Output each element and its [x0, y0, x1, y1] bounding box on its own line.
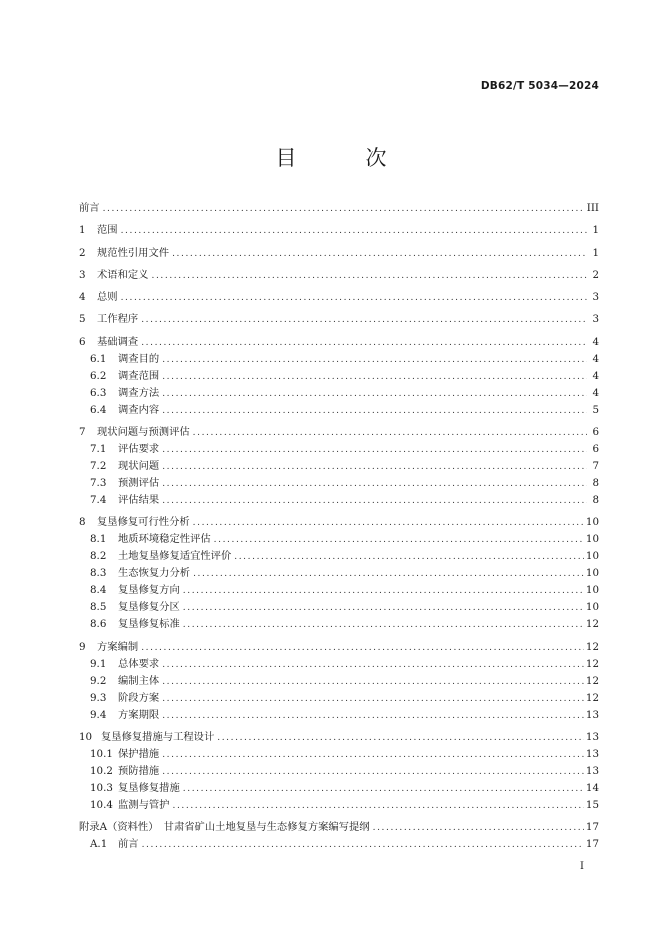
toc-entry-number: 2 [79, 246, 86, 259]
toc-leader-dots [121, 223, 587, 240]
toc-entry-label: 总体要求 [118, 657, 160, 670]
toc-entry-page: 12 [585, 674, 599, 687]
toc-entry-page: 8 [592, 494, 599, 507]
toc-entry[interactable] [79, 222, 599, 239]
toc-entry-label: 调查目的 [118, 352, 160, 365]
toc-entry[interactable] [79, 616, 599, 633]
toc-entry-page: 10 [585, 567, 599, 580]
toc-entry-number: 6.3 [90, 386, 107, 399]
toc-leader-dots [162, 747, 584, 764]
toc-leader-dots [183, 781, 584, 798]
toc-entry-page: 12 [585, 618, 599, 631]
standard-code: DB62/T 5034—2024 [480, 80, 599, 92]
toc-entry-label: 术语和定义 [97, 268, 149, 281]
toc-entry-number: 10 [79, 730, 93, 743]
toc-entry-page: III [586, 202, 599, 214]
toc-leader-dots [234, 549, 584, 566]
toc-entry[interactable] [79, 245, 599, 262]
toc-entry-page: 13 [585, 730, 599, 743]
toc-entry-number: 7.2 [90, 460, 107, 473]
toc-leader-dots [183, 617, 584, 634]
toc-leader-dots [162, 493, 587, 510]
toc-entry-number: 1 [79, 224, 86, 237]
toc-entry-label: 复垦修复分区 [118, 601, 180, 614]
toc-entry-page: 4 [592, 335, 599, 348]
toc-entry[interactable] [79, 311, 599, 328]
toc-entry-label: 复垦修复可行性分析 [97, 516, 190, 529]
toc-entry-label: 地质环境稳定性评估 [118, 533, 211, 546]
toc-entry-number: 8.4 [90, 584, 107, 597]
toc-entry-number: 5 [79, 313, 86, 326]
toc-entry-number: 10.4 [90, 798, 113, 811]
toc-entry[interactable] [79, 441, 599, 458]
toc-entry-page: 4 [592, 369, 599, 382]
toc-leader-dots [172, 798, 583, 815]
toc-entry-number: 8.6 [90, 618, 107, 631]
toc-entry-page: 17 [585, 821, 599, 834]
toc-entry-number: 10.3 [90, 781, 113, 794]
toc-entry-number: 7 [79, 426, 86, 439]
toc-entry-page: 12 [585, 640, 599, 653]
toc-entry-page: 12 [585, 657, 599, 670]
toc-entry-label: 保护措施 [118, 747, 160, 760]
toc-entry-page: 4 [592, 386, 599, 399]
toc-entry[interactable] [79, 289, 599, 306]
toc-entry[interactable] [79, 514, 599, 531]
toc-entry-label: 复垦修复措施与工程设计 [101, 730, 215, 743]
toc-entry-label: 复垦修复标准 [118, 618, 180, 631]
toc-entry[interactable] [79, 707, 599, 724]
toc-entry[interactable] [79, 492, 599, 509]
toc-entry-number: 7.1 [90, 443, 107, 456]
toc-entry-label: 工作程序 [97, 313, 139, 326]
toc-entry-number: 4 [79, 291, 86, 304]
toc-entry-number: 9.2 [90, 674, 107, 687]
toc-entry-label: 编制主体 [118, 674, 160, 687]
toc-leader-dots [162, 386, 587, 403]
toc-entry-page: 3 [592, 291, 599, 304]
toc-entry[interactable] [79, 729, 599, 746]
toc-entry-label: 土地复垦修复适宜性评价 [118, 550, 232, 563]
toc-entry-number: 10.1 [90, 747, 113, 760]
toc-leader-dots [121, 290, 587, 307]
toc-entry-label: 复垦修复方向 [118, 584, 180, 597]
toc-entry-page: 4 [592, 352, 599, 365]
toc-leader-dots [217, 730, 584, 747]
toc-entry[interactable] [79, 673, 599, 690]
toc-leader-dots [141, 640, 584, 657]
toc-entry[interactable] [79, 656, 599, 673]
toc-entry-page: 15 [585, 798, 599, 811]
toc-entry-label: 调查方法 [118, 386, 160, 399]
toc-entry-label: 方案编制 [97, 640, 139, 653]
page-number: I [580, 861, 584, 872]
toc-entry-number: 8.1 [90, 533, 107, 546]
toc-entry-label: 附录A（资料性） 甘肃省矿山土地复垦与生态修复方案编写提纲 [79, 821, 370, 834]
toc-entry-label: 现状问题与预测评估 [97, 426, 190, 439]
toc-entry-page: 13 [585, 747, 599, 760]
toc-entry-page: 10 [585, 584, 599, 597]
toc-entry-page: 13 [585, 708, 599, 721]
toc-entry-number: 9 [79, 640, 86, 653]
toc-leader-dots [373, 820, 584, 837]
toc-leader-dots [162, 691, 584, 708]
toc-leader-dots [141, 335, 587, 352]
toc-entry-label: 评估结果 [118, 494, 160, 507]
toc-entry[interactable] [79, 836, 599, 853]
toc-entry-label: 现状问题 [118, 460, 160, 473]
toc-entry-number: 9.3 [90, 691, 107, 704]
toc-entry[interactable] [79, 424, 599, 441]
toc-entry-label: 生态恢复力分析 [118, 567, 191, 580]
toc-leader-dots [162, 674, 584, 691]
toc-entry-label: 预防措施 [118, 764, 160, 777]
toc-entry-page: 1 [592, 246, 599, 259]
toc-entry-label: 调查范围 [118, 369, 160, 382]
toc-leader-dots [162, 403, 587, 420]
toc-entry[interactable] [79, 582, 599, 599]
toc-entry-page: 8 [592, 477, 599, 490]
toc-entry-number: A.1 [90, 838, 108, 851]
toc-entry-page: 10 [585, 550, 599, 563]
toc-entry-number: 8 [79, 516, 86, 529]
toc-leader-dots [183, 600, 584, 617]
toc-entry[interactable] [79, 267, 599, 284]
toc-entry-number: 6.2 [90, 369, 107, 382]
toc-entry-label: 调查内容 [118, 403, 160, 416]
toc-entry[interactable] [79, 200, 599, 217]
toc-entry-page: 10 [585, 533, 599, 546]
toc-leader-dots [193, 566, 584, 583]
toc-leader-dots [162, 657, 584, 674]
toc-entry-number: 6.4 [90, 403, 107, 416]
toc-entry[interactable] [79, 475, 599, 492]
toc-entry-page: 6 [592, 426, 599, 439]
toc-entry[interactable] [79, 334, 599, 351]
toc-entry-number: 6 [79, 335, 86, 348]
toc-entry[interactable] [79, 548, 599, 565]
toc-entry-number: 9.1 [90, 657, 107, 670]
toc-entry-number: 8.5 [90, 601, 107, 614]
toc-entry[interactable] [79, 385, 599, 402]
toc-entry-number: 8.3 [90, 567, 107, 580]
toc-entry-label: 阶段方案 [118, 691, 160, 704]
toc-entry-page: 17 [585, 838, 599, 851]
toc-entry[interactable] [79, 690, 599, 707]
toc-leader-dots [162, 352, 587, 369]
toc-leader-dots [162, 764, 584, 781]
toc-leader-dots [103, 201, 585, 218]
toc-entry-label: 监测与管护 [118, 798, 170, 811]
toc-leader-dots [141, 312, 587, 329]
toc-entry[interactable] [79, 639, 599, 656]
toc-entry[interactable] [79, 763, 599, 780]
toc-leader-dots [193, 515, 584, 532]
toc-entry[interactable] [79, 458, 599, 475]
toc-entry-label: 预测评估 [118, 477, 160, 490]
toc-leader-dots [142, 837, 584, 854]
toc-entry-label: 前言 [118, 838, 139, 851]
toc-entry[interactable] [79, 402, 599, 419]
toc-entry-number: 10.2 [90, 764, 113, 777]
toc-entry-number: 3 [79, 268, 86, 281]
toc-entry[interactable] [79, 368, 599, 385]
toc-entry-label: 评估要求 [118, 443, 160, 456]
toc-entry-number: 7.4 [90, 494, 107, 507]
toc-leader-dots [162, 442, 587, 459]
toc-entry-page: 3 [592, 313, 599, 326]
toc-entry-number: 8.2 [90, 550, 107, 563]
toc-entry-label: 基础调查 [97, 335, 139, 348]
toc-leader-dots [183, 583, 584, 600]
toc-entry-page: 10 [585, 516, 599, 529]
toc-leader-dots [193, 425, 587, 442]
toc-entry-number: 6.1 [90, 352, 107, 365]
toc-entry[interactable] [79, 819, 599, 836]
toc-entry-page: 13 [585, 764, 599, 777]
toc-entry-label: 前言 [79, 202, 100, 214]
toc-entry[interactable] [79, 351, 599, 368]
toc-entry-label: 总则 [97, 291, 118, 304]
toc-entry[interactable] [79, 780, 599, 797]
toc-entry-page: 14 [585, 781, 599, 794]
toc-entry-page: 10 [585, 601, 599, 614]
toc-entry[interactable] [79, 746, 599, 763]
toc-leader-dots [172, 246, 587, 263]
toc-entry-page: 2 [592, 268, 599, 281]
toc-leader-dots [162, 476, 587, 493]
toc-leader-dots [162, 459, 587, 476]
toc-entry-label: 方案期限 [118, 708, 160, 721]
toc-leader-dots [162, 708, 584, 725]
toc-entry-number: 7.3 [90, 477, 107, 490]
toc-entry[interactable] [79, 565, 599, 582]
toc-entry-page: 12 [585, 691, 599, 704]
table-of-contents [79, 200, 599, 853]
toc-leader-dots [162, 369, 587, 386]
toc-leader-dots [151, 268, 587, 285]
toc-entry-number: 9.4 [90, 708, 107, 721]
toc-entry[interactable] [79, 797, 599, 814]
toc-entry[interactable] [79, 531, 599, 548]
toc-entry-page: 1 [592, 224, 599, 237]
toc-entry-page: 5 [592, 403, 599, 416]
toc-entry-label: 范围 [97, 224, 118, 237]
toc-entry-label: 复垦修复措施 [118, 781, 180, 794]
toc-leader-dots [214, 532, 584, 549]
toc-entry-page: 7 [592, 460, 599, 473]
toc-entry-page: 6 [592, 443, 599, 456]
page-title: 目 次 [275, 146, 411, 170]
toc-entry[interactable] [79, 599, 599, 616]
toc-entry-label: 规范性引用文件 [97, 246, 170, 259]
